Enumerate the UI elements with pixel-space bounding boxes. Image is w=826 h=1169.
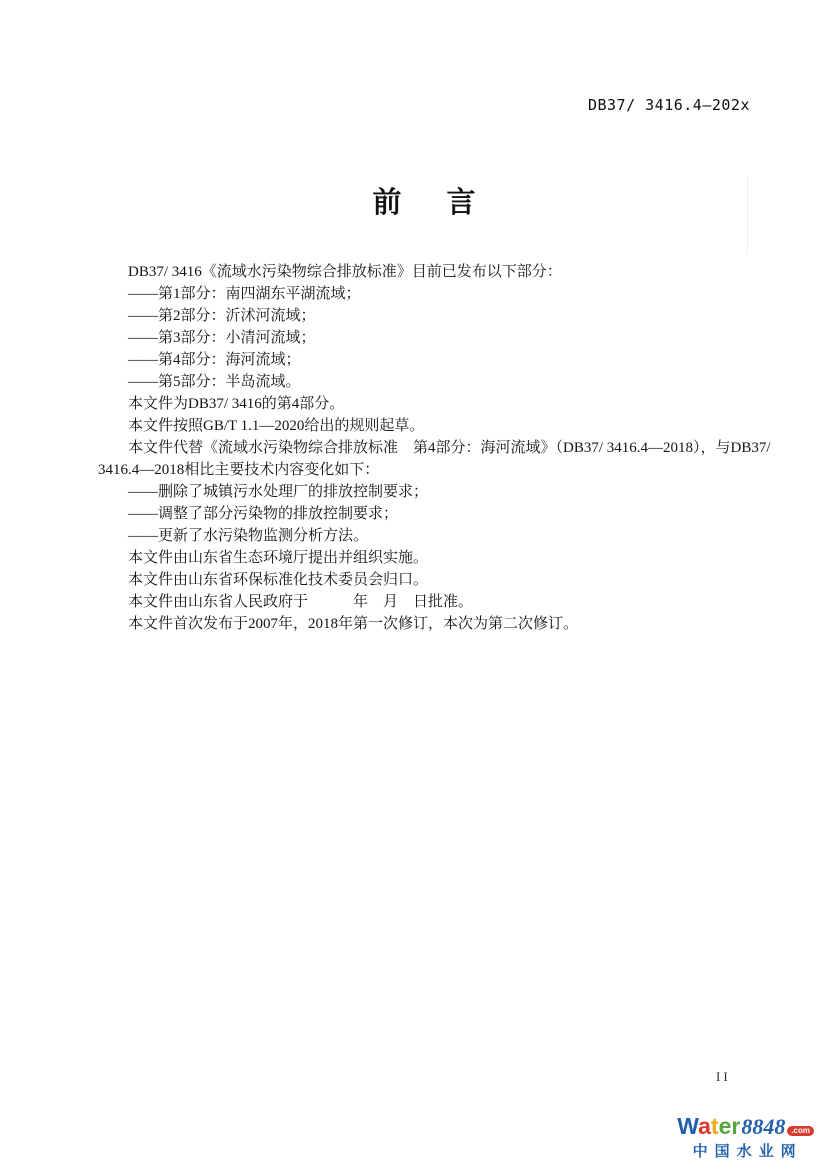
paragraph-line: 本文件由山东省生态环境厅提出并组织实施。	[128, 550, 429, 566]
foreword-body	[98, 261, 771, 635]
paragraph-line: ——第1部分：南四湖东平湖流域；	[128, 286, 361, 302]
water8848-wordmark	[677, 1115, 814, 1138]
paragraph-line: 3416.4—2018相比主要技术内容变化如下：	[98, 462, 380, 478]
water8848-watermark-logo	[677, 1115, 814, 1161]
water8848-subtitle: 中国水业网	[692, 1143, 803, 1160]
paragraph-line: ——第3部分：小清河流域；	[128, 330, 316, 346]
page-title	[98, 180, 750, 221]
paragraph-line: ——第5部分：半岛流域。	[128, 374, 301, 390]
paragraph-line: ——更新了水污染物监测分析方法。	[128, 528, 369, 544]
paragraph-line: DB37/ 3416《流域水污染物综合排放标准》目前已发布以下部分：	[128, 264, 562, 280]
standard-code-header: DB37/ 3416.4—202x	[587, 96, 750, 114]
page-title-char-1: 前	[372, 187, 402, 219]
paragraph-line: ——调整了部分污染物的排放控制要求；	[128, 506, 399, 522]
paragraph-line: 本文件由山东省人民政府于 年 月 日批准。	[128, 594, 474, 610]
paragraph-line: 本文件由山东省环保标准化技术委员会归口。	[128, 572, 429, 588]
brand-tld-badge: .com	[787, 1126, 814, 1136]
paragraph-line: 本文件为DB37/ 3416的第4部分。	[128, 396, 345, 412]
page-number: II	[716, 1069, 731, 1084]
paragraph-line: ——删除了城镇污水处理厂的排放控制要求；	[128, 484, 429, 500]
paragraph-line: ——第4部分：海河流域；	[128, 352, 301, 368]
brand-letter: W	[677, 1113, 699, 1139]
brand-letter: r	[731, 1113, 741, 1139]
water8848-brand-word	[677, 1115, 740, 1138]
brand-letter: t	[710, 1113, 719, 1139]
brand-letter: e	[718, 1113, 732, 1139]
paragraph-line: 本文件代替《流域水污染物综合排放标准 第4部分：海河流域》（DB37/ 3416.4—2018），与DB37/	[128, 440, 771, 456]
paragraph-line: ——第2部分：沂沭河流域；	[128, 308, 316, 324]
paragraph-line: 本文件首次发布于2007年，2018年第一次修订，本次为第二次修订。	[128, 616, 579, 632]
paragraph-line: 本文件按照GB/T 1.1—2020给出的规则起草。	[128, 418, 425, 434]
brand-letter: a	[698, 1113, 711, 1139]
page-title-char-2: 言	[446, 187, 476, 219]
brand-number: 8848	[741, 1114, 786, 1139]
